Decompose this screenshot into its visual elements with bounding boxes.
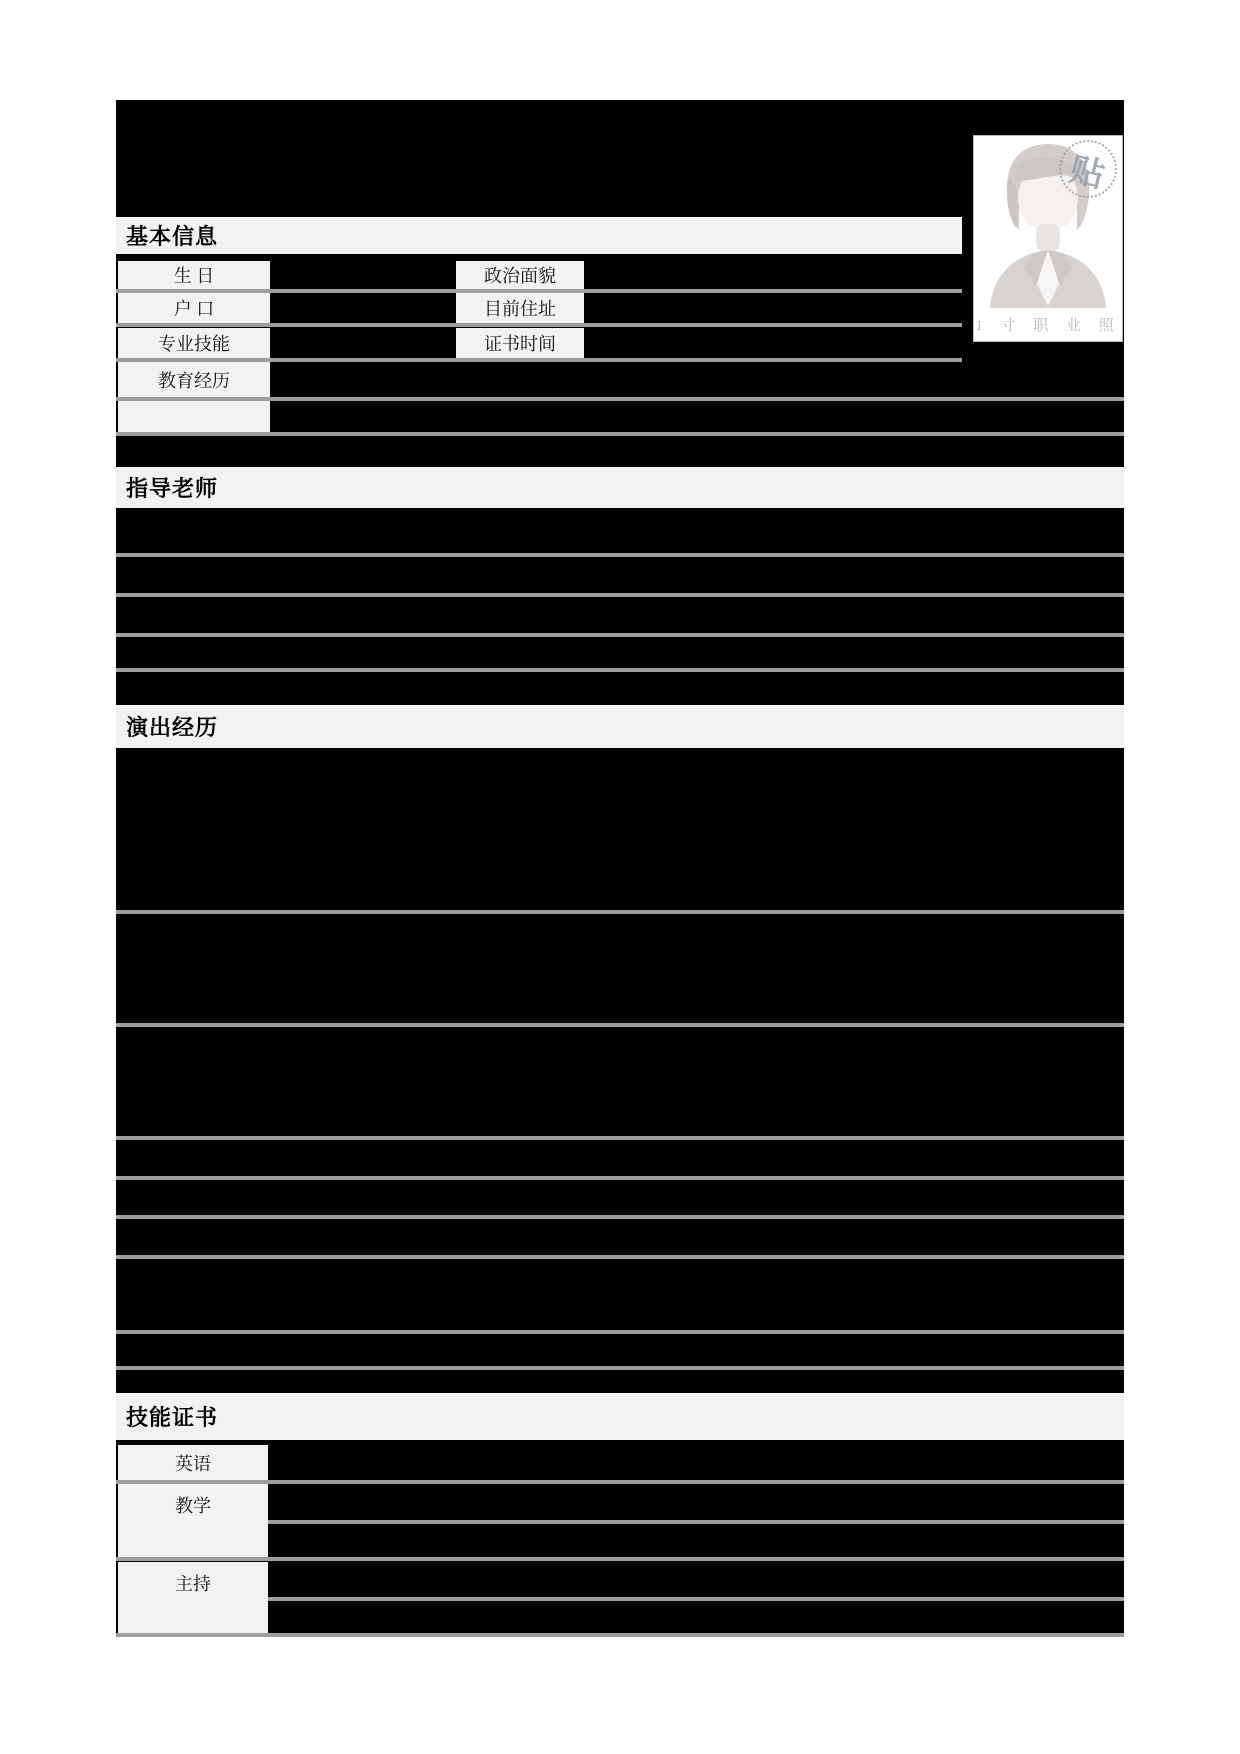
divider (116, 1330, 1124, 1334)
field-label-hosting: 主持 (118, 1562, 268, 1633)
divider (116, 1366, 1124, 1370)
section-title-performance: 演出经历 (116, 705, 1124, 748)
divider (116, 633, 1124, 637)
field-label-education: 教育经历 (118, 362, 270, 397)
divider (116, 289, 962, 293)
divider (116, 1480, 1124, 1484)
divider (116, 1023, 1124, 1027)
field-label-teaching: 教学 (118, 1484, 268, 1557)
photo-caption: 1 寸 职 业 照 (975, 318, 1121, 334)
divider (116, 432, 1124, 436)
field-label-empty (118, 401, 270, 432)
divider (268, 1520, 1124, 1524)
section-title-basic-info: 基本信息 (116, 217, 962, 254)
field-label-certificate-date: 证书时间 (456, 328, 584, 358)
photo-placeholder (973, 135, 1123, 342)
field-label-address: 目前住址 (456, 293, 584, 323)
divider (116, 668, 1124, 672)
section-title-teacher: 指导老师 (116, 467, 1124, 508)
field-label-household: 户 口 (118, 293, 270, 323)
divider (116, 1176, 1124, 1180)
field-label-skills: 专业技能 (118, 328, 270, 358)
field-label-english: 英语 (118, 1445, 268, 1480)
resume-content-sheet (116, 100, 1124, 1637)
divider (116, 358, 962, 362)
field-label-political-status: 政治面貌 (456, 261, 584, 289)
divider (268, 1597, 1124, 1601)
section-title-certificates: 技能证书 (116, 1393, 1124, 1440)
paste-photo-stamp: 贴 (1053, 135, 1123, 204)
divider (116, 1215, 1124, 1219)
field-label-birthday: 生 日 (118, 261, 270, 289)
divider (116, 1633, 1124, 1637)
divider (116, 323, 962, 327)
divider (116, 593, 1124, 597)
divider (116, 553, 1124, 557)
divider (116, 397, 1124, 401)
divider (116, 910, 1124, 914)
divider (116, 1557, 1124, 1561)
divider (116, 1255, 1124, 1259)
divider (116, 1136, 1124, 1140)
